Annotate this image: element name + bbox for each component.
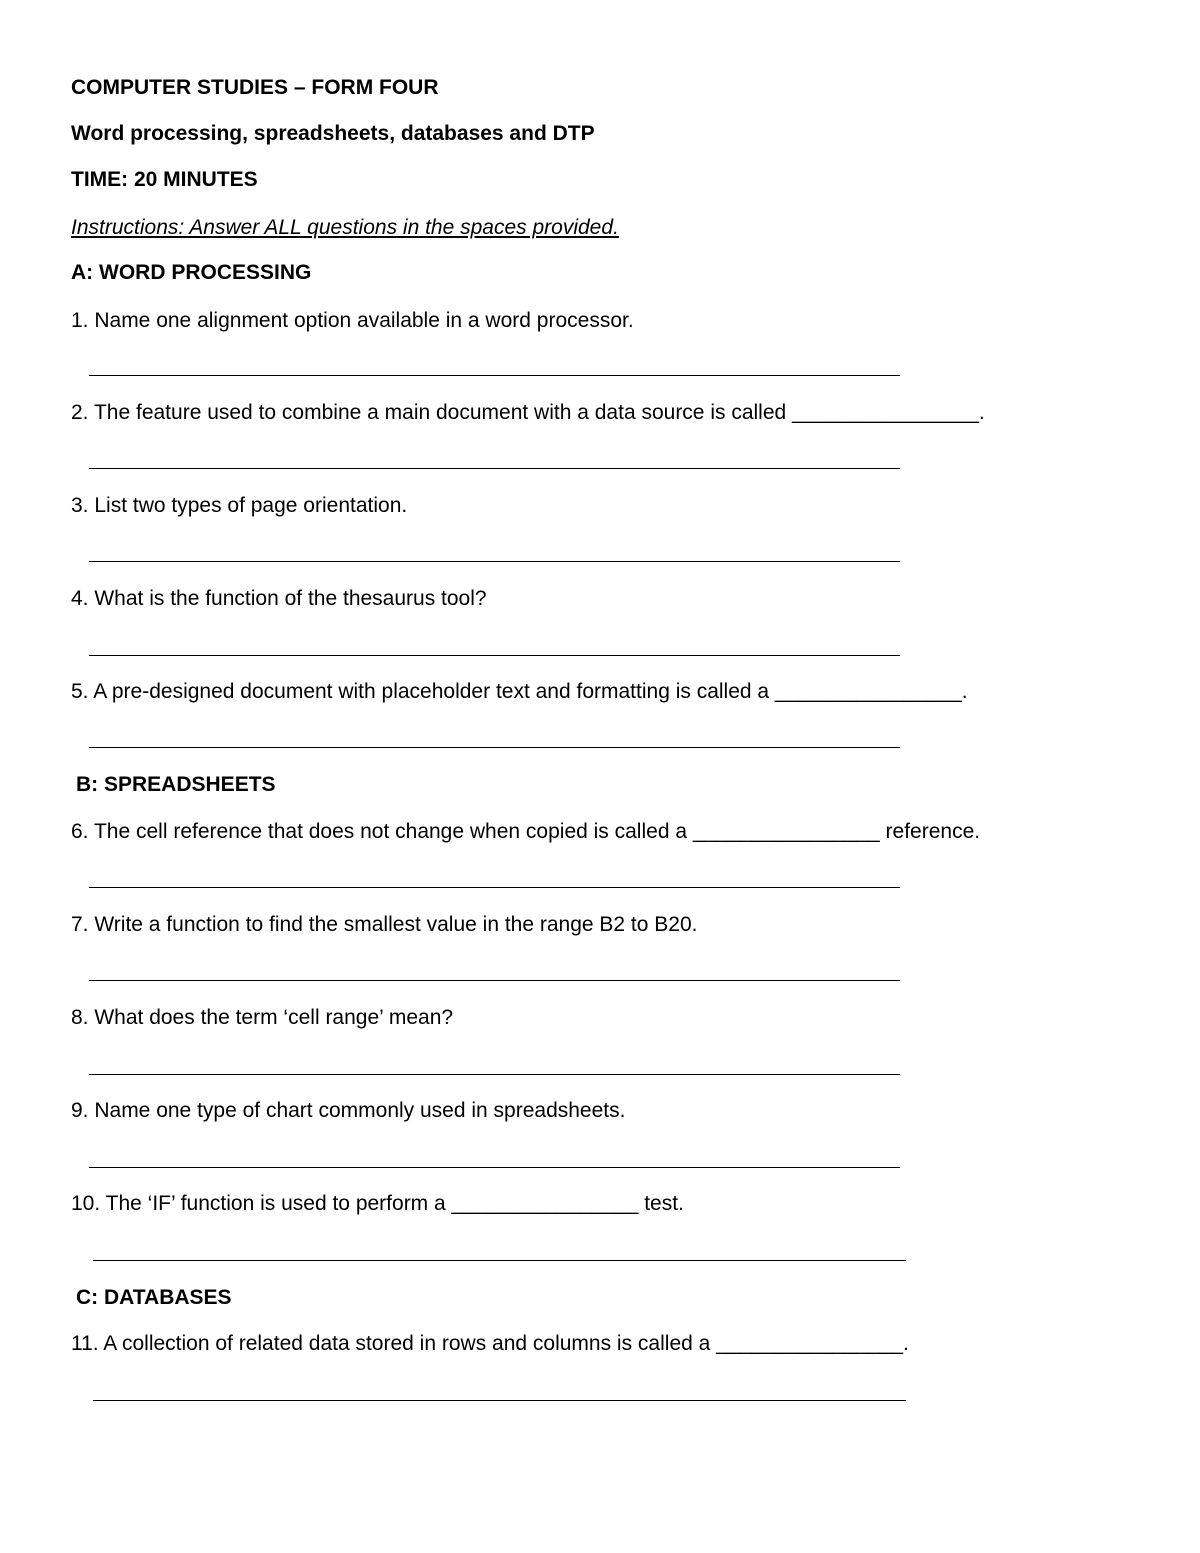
section-a-heading: A: WORD PROCESSING — [71, 261, 312, 284]
answer-line-1[interactable] — [89, 375, 900, 376]
question-8: 8. What does the term ‘cell range’ mean? — [71, 1006, 454, 1029]
section-c-heading: C: DATABASES — [76, 1286, 232, 1309]
answer-line-6[interactable] — [89, 887, 900, 888]
answer-line-10[interactable] — [93, 1260, 906, 1261]
question-7: 7. Write a function to find the smallest value in the range B2 to B20. — [71, 913, 698, 936]
question-5: 5. A pre-designed document with placeholder text and formatting is called a ________________. — [71, 680, 968, 703]
answer-line-5[interactable] — [89, 747, 900, 748]
answer-line-9[interactable] — [89, 1167, 900, 1168]
question-1: 1. Name one alignment option available in a word processor. — [71, 309, 634, 332]
answer-line-4[interactable] — [89, 655, 900, 656]
instructions: Instructions: Answer ALL questions in the spaces provided. — [71, 216, 619, 239]
answer-line-8[interactable] — [89, 1074, 900, 1075]
question-3: 3. List two types of page orientation. — [71, 494, 408, 517]
question-4: 4. What is the function of the thesaurus tool? — [71, 587, 487, 610]
answer-line-2[interactable] — [89, 468, 900, 469]
worksheet-subtitle: Word processing, spreadsheets, databases and DTP — [71, 122, 595, 145]
question-6: 6. The cell reference that does not change when copied is called a ________________ reference. — [71, 820, 981, 843]
section-b-heading: B: SPREADSHEETS — [76, 773, 276, 796]
question-2: 2. The feature used to combine a main document with a data source is called ________________. — [71, 401, 985, 424]
time-allowed: TIME: 20 MINUTES — [71, 168, 258, 191]
answer-line-7[interactable] — [89, 980, 900, 981]
answer-line-11[interactable] — [93, 1400, 906, 1401]
question-11: 11. A collection of related data stored in rows and columns is called a ________________. — [71, 1332, 909, 1355]
question-10: 10. The ‘IF’ function is used to perform a ________________ test. — [71, 1192, 684, 1215]
question-9: 9. Name one type of chart commonly used in spreadsheets. — [71, 1099, 626, 1122]
answer-line-3[interactable] — [89, 561, 900, 562]
worksheet-title: COMPUTER STUDIES – FORM FOUR — [71, 76, 439, 99]
